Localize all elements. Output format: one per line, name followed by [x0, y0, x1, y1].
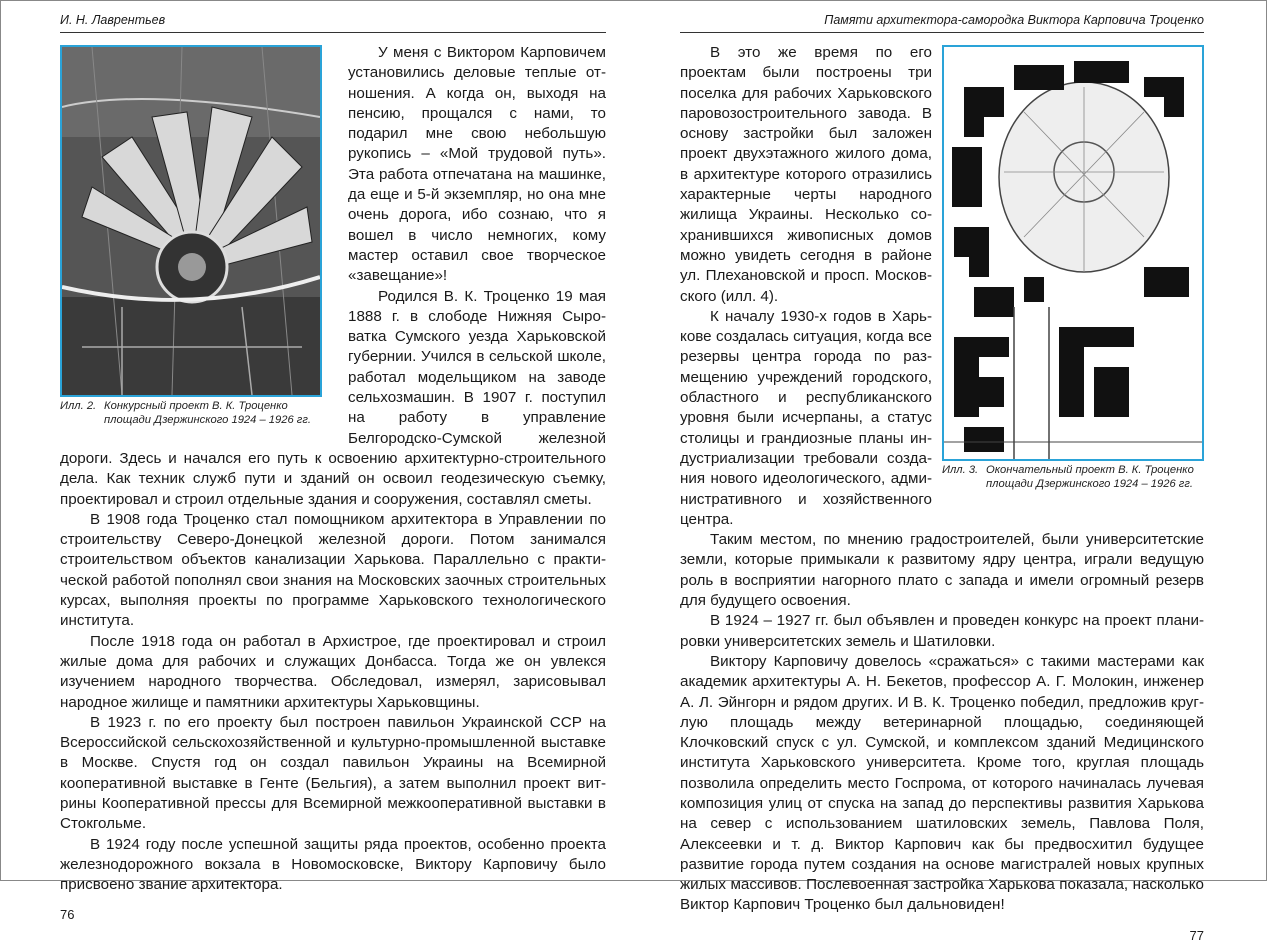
figure-2-caption-line1: Конкурсный проект В. К. Троценко [104, 400, 288, 412]
left-page [60, 0, 606, 923]
paragraph: После 1918 года он работал в Архистрое, где проектировал и строил жилые дома для рабочих и служащих Донбасса. Тогда же он увлекся изучением народного творчества. Обследовал, измерял, зарисовывал народное жилище и памятники архитектуры Харьковщины. [60, 632, 606, 711]
right-page [680, 0, 1204, 944]
figure-3-number: Илл. 3. [942, 464, 979, 476]
paragraph: У меня с Виктором Карповичем установились деловые теплые отношения. А когда он, выходя на пенсию, прощался с нами, то подарил мне свою небольшую рукопись – «Мой трудовой путь». Эта работа отпечатана на машинке, да еще и 5-й экземпляр, но она мне очень дорога, ибо сознаю, что я вошел в число немногих, кому мастер оставил свое творческое «завещание»! [348, 44, 606, 285]
figure-3-caption-line2: площади Дзержинского 1924 – 1926 гг. [986, 477, 1193, 490]
figure-3-caption-line1: Окончательный проект В. К. Троценко [986, 464, 1194, 476]
figure-3-image [942, 45, 1204, 461]
paragraph: Родился В. К. Троценко 19 мая 1888 г. в слободе Нижняя Сыроватка Сумского уезда Харьковской губернии. Учился в сельской школе, работал модельщиком на заводе сельхозмашин. В 1907 г. поступил на работу в управление Белгородско-Сумской железной дороги. Здесь и начался его путь к освоению архитектурно-строительного дела. Как техник служб пути и зданий он освоил геодезическую съемку, проектировал и строил отдельные здания и сооружения, составлял сметы. [60, 287, 606, 508]
page-number-right: 77 [1189, 927, 1204, 943]
paragraph: В 1908 года Троценко стал помощником архитектора в Управлении по строительству Северо-Донецкой железной дороги. Потом занимался строительством объектов канализации Харькова. Параллельно с практической работой пополнял свои знания на Московских заочных строительных курсах, выполняя проекты по программе Харьковского технологического института. [60, 510, 606, 630]
page-number-left: 76 [60, 907, 75, 923]
paragraph: В это же время по его проектам были построены три поселка для рабочих Харьковского паровозостроительного завода. В основу застройки был заложен проект двухэтажного жилого дома, в архитектуре которого отразились характерные черты народного жилища Украины. Несколько сохранившихся живописных домов можно увидеть сегодня в районе ул. Плехановской и просп. Московского (илл. 4). [680, 44, 932, 305]
figure-3 [942, 45, 1204, 491]
paragraph: В 1924 – 1927 гг. был объявлен и проведен конкурс на проект планировки университетских земель и Шатиловки. [680, 612, 1204, 650]
paragraph: Виктору Карповичу довелось «сражаться» с такими мастерами как академик архитектуры А. Н. Бекетов, профессор А. Г. Молокин, инженер А. Л. Эйнгорн и рядом других. И В. К. Троценко победил, предложив круглую площадь между ветеринарной площадью, соединяющей Клочковский спуск с ул. Сумской, и комплексом зданий Медицинского института Харьковского университета. Кроме того, круглая площадь позволила определить место Госпрома, от которого начиналась лучевая композиция улиц от спуска на запад до перспективы развития Харькова на север с использованием шатиловских земель, Павлова Поля, Алексеевки и т. д. Виктор Карпович как бы предвосхитил будущее развитие города путем создания на основе магистралей новых крупных жилых массивов. Послевоенная застройка Харькова показала, насколько Виктор Карпович Троценко был дальновиден! [680, 652, 1204, 914]
paragraph: К началу 1930-х годов в Харькове создалась ситуация, когда все резервы центра города по размещению учреждений городского, областного и республиканского уровня были исчерпаны, а статус столицы и грандиозные планы индустриализации требовали создания нового идеологического, административного и хозяйственного центра. [680, 307, 932, 528]
running-head-right: Памяти архитектора-самородка Виктора Карповича Троценко [680, 10, 1204, 33]
figure-2-caption-line2: площади Дзержинского 1924 – 1926 гг. [104, 413, 311, 426]
running-head-left: И. Н. Лаврентьев [60, 10, 606, 33]
right-page-body [680, 43, 1204, 916]
figure-2 [60, 45, 336, 427]
competition-plan-illustration [62, 47, 320, 395]
figure-2-caption [60, 400, 336, 427]
paragraph: В 1924 году после успешной защиты ряда проектов, особенно проекта железнодорожного вокзала в Новомосковске, Виктору Карповичу было присвоено звание архитектора. [60, 835, 606, 894]
figure-3-caption [942, 464, 1204, 491]
final-plan-illustration [944, 47, 1202, 459]
left-page-body [60, 43, 606, 895]
paragraph: Таким местом, по мнению градостроителей, были университетские земли, которые примыкали к развитому ядру центра, играли ведущую роль в восприятии нагорного плато с запада и имели огромный резерв для будущего освоения. [680, 531, 1204, 610]
paragraph: В 1923 г. по его проекту был построен павильон Украинской ССР на Всероссийской сельскохозяйственной и культурно-промышленной выставке в Москве. Спустя год он создал павильон Украины на Всемирной кооперативной выставке в Генте (Бельгия), а затем выполнил проект витрины Кооперативной прессы для Всемирной межкооперативной выставки в Стокгольме. [60, 713, 606, 833]
figure-2-image [60, 45, 322, 397]
figure-2-number: Илл. 2. [60, 400, 97, 412]
